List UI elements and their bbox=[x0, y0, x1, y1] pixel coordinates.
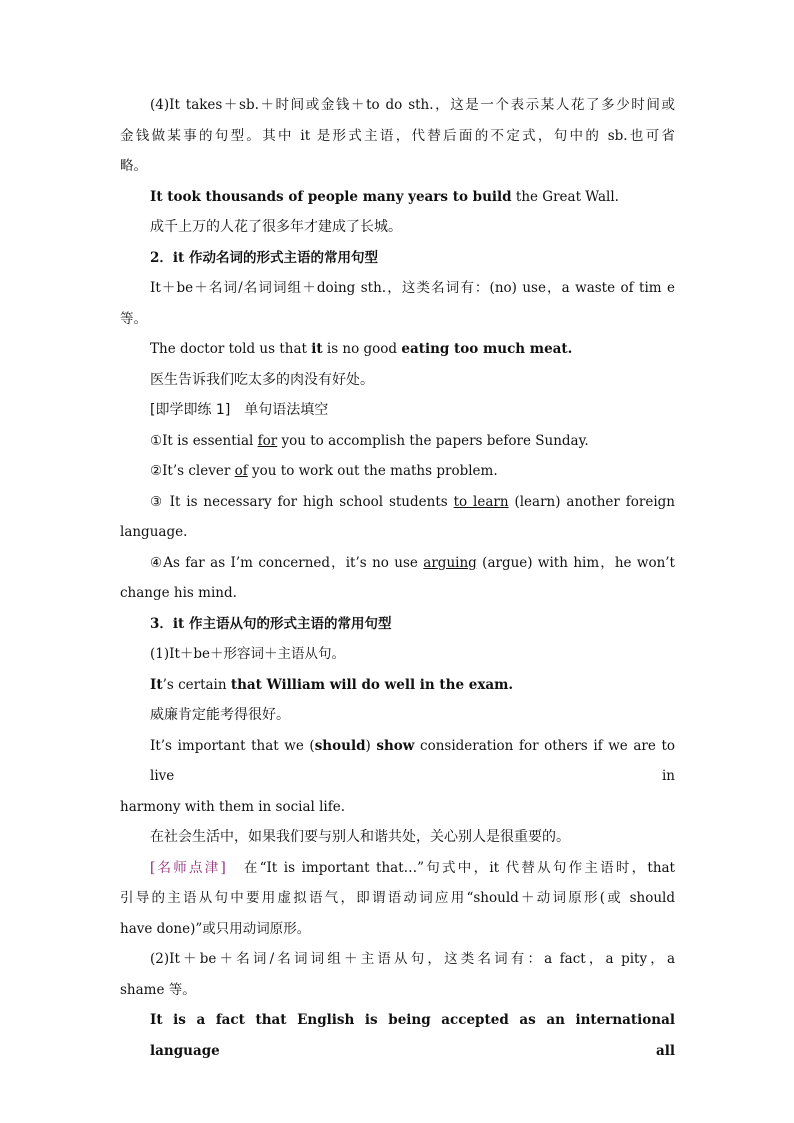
text: is no good bbox=[322, 341, 402, 357]
practice-question-4-cont: change his mind. bbox=[120, 585, 237, 601]
text: (learn) another foreign bbox=[508, 493, 675, 510]
text: 引导的主语从句中要用虚拟语气，即谓语动词应用“should＋动词原形(或 should bbox=[120, 890, 675, 906]
answer-blank: of bbox=[234, 463, 248, 479]
answer-blank: to learn bbox=[453, 493, 509, 510]
practice-question-4 bbox=[120, 548, 675, 579]
text-bold: It bbox=[150, 676, 163, 693]
text: The doctor told us that bbox=[150, 341, 312, 357]
section3-point2-line1 bbox=[120, 944, 675, 975]
text: 在“It is important that…”句式中，it 代替从句作主语时，that bbox=[225, 859, 675, 876]
example-bold: It took thousands of people many years to build bbox=[150, 188, 512, 205]
answer-blank: for bbox=[257, 432, 278, 449]
section2-heading: 2．it 作动名词的形式主语的常用句型 bbox=[150, 249, 378, 266]
text-bold: should bbox=[314, 737, 366, 754]
section3-example2-translation: 在社会生活中，如果我们要与别人和谐共处，关心别人是很重要的。 bbox=[150, 829, 570, 845]
text: ④As far as I’m concerned，it’s no use bbox=[150, 554, 424, 571]
section3-example3 bbox=[120, 1005, 675, 1066]
text-bold: it bbox=[311, 341, 323, 357]
section3-point1: (1)It＋be＋形容词＋主语从句。 bbox=[150, 646, 346, 662]
text-bold: that William will do well in the exam. bbox=[230, 676, 514, 693]
section1-line2 bbox=[120, 121, 675, 152]
section3-example2 bbox=[120, 731, 675, 792]
section3-example1 bbox=[120, 670, 675, 701]
section2-example bbox=[120, 334, 675, 365]
teacher-note-line1 bbox=[120, 853, 675, 884]
section3-point2-line2: shame 等。 bbox=[120, 981, 196, 998]
text: ③ It is necessary for high school students bbox=[150, 493, 454, 510]
practice-question-3 bbox=[120, 487, 675, 518]
text: you to accomplish the papers before Sunday. bbox=[277, 432, 589, 449]
practice-question-1 bbox=[120, 426, 675, 457]
section2-rule-line1 bbox=[120, 273, 675, 304]
section1-example bbox=[120, 182, 675, 213]
teacher-note-line3: have done)”或只用动词原形。 bbox=[120, 920, 311, 937]
text: ’s certain bbox=[162, 676, 231, 693]
text: 略。 bbox=[120, 158, 147, 174]
section1-line3 bbox=[120, 151, 675, 182]
text: 金钱做某事的句型。其中 it 是形式主语，代替后面的不定式，句中的 sb.也可省 bbox=[120, 127, 675, 144]
section2-rule-line2: 等。 bbox=[120, 310, 147, 327]
text: It’s important that we ( bbox=[150, 737, 315, 754]
section3-heading: 3．it 作主语从句的形式主语的常用句型 bbox=[150, 615, 392, 632]
text: It＋be＋名词/名词词组＋doing sth.，这类名词有：(no) use，a waste of tim e bbox=[150, 280, 675, 296]
section2-example-translation: 医生告诉我们吃太多的肉没有好处。 bbox=[150, 371, 374, 388]
text: (argue) with him，he won’t bbox=[476, 554, 675, 571]
text: you to work out the maths problem. bbox=[247, 463, 498, 479]
practice-title: [即学即练 1] 单句语法填空 bbox=[150, 402, 329, 418]
teacher-note-line2 bbox=[120, 883, 675, 914]
text-bold: show bbox=[376, 737, 415, 754]
section1-example-translation: 成千上万的人花了很多年才建成了长城。 bbox=[150, 219, 402, 235]
text: ②It’s clever bbox=[150, 463, 235, 479]
teacher-note-tag: [名师点津] bbox=[150, 859, 226, 876]
text: (2)It＋be＋名词/名词词组＋主语从句，这类名词有：a fact，a pity，a bbox=[150, 951, 675, 967]
section3-example2-cont: harmony with them in social life. bbox=[120, 798, 346, 815]
practice-question-2 bbox=[120, 456, 675, 487]
text: consideration for others if we are to live in bbox=[150, 737, 676, 784]
text-bold: It is a fact that English is being accepted as an international language all bbox=[150, 1012, 675, 1059]
text: (4)It takes＋sb.＋时间或金钱＋to do sth.，这是一个表示某人花了多少时间或 bbox=[150, 97, 675, 113]
practice-question-3-cont: language. bbox=[120, 524, 188, 540]
text: ①It is essential bbox=[150, 432, 258, 449]
example-rest: the Great Wall. bbox=[511, 188, 619, 205]
section1-line1 bbox=[120, 90, 675, 121]
answer-blank: arguing bbox=[423, 554, 477, 571]
section3-example1-translation: 威廉肯定能考得很好。 bbox=[150, 707, 290, 723]
text: ) bbox=[365, 737, 377, 754]
text-bold: eating too much meat. bbox=[401, 341, 573, 357]
document-page bbox=[120, 90, 675, 1066]
